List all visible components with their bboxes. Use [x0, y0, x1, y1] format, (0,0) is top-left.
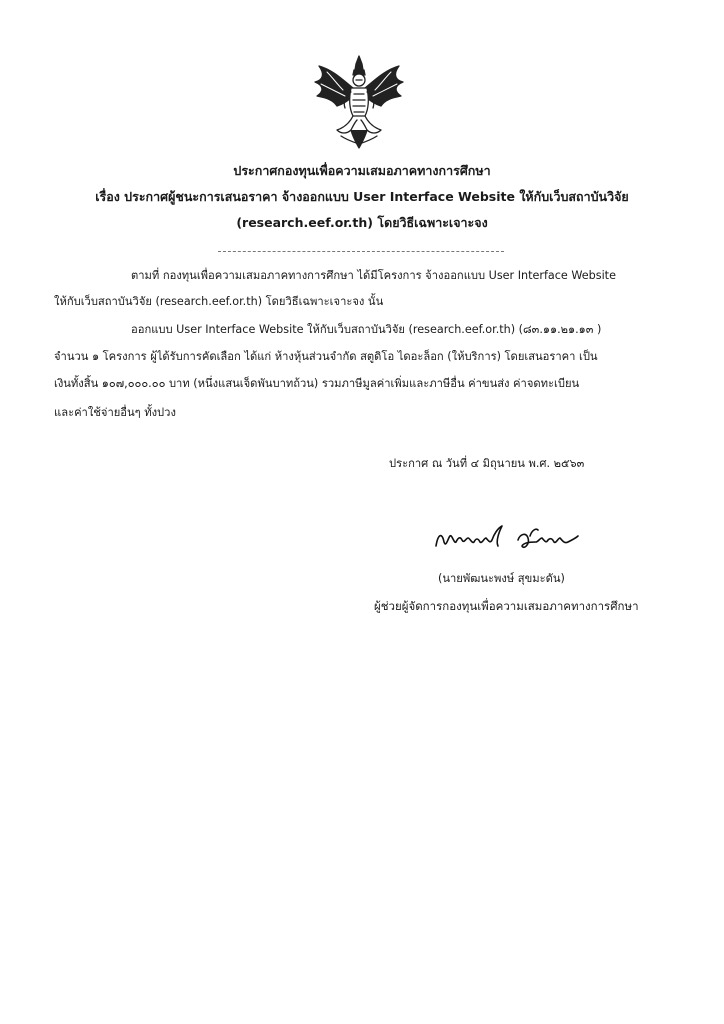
body-paragraph-line: เงินทั้งสิ้น ๑๐๗,๐๐๐.๐๐ บาท (หนึ่งแสนเจ็ดพันบาทถ้วน) รวมภาษีมูลค่าเพิ่มและภาษีอื่น ค่าขนส่ง ค่าจดทะเบียน: [54, 377, 580, 390]
body-paragraph-line: ออกแบบ User Interface Website ให้กับเว็บสถาบันวิจัย (research.eef.or.th) (๘๓.๑๑.๒๑.๑๓ ): [131, 323, 602, 336]
handwritten-signature: [432, 520, 582, 554]
body-paragraph-line: ให้กับเว็บสถาบันวิจัย (research.eef.or.th) โดยวิธีเฉพาะเจาะจง นั้น: [54, 295, 384, 308]
title-divider: [218, 251, 504, 252]
body-paragraph-line: และค่าใช้จ่ายอื่นๆ ทั้งปวง: [54, 406, 176, 419]
signatory-position: ผู้ช่วยผู้จัดการกองทุนเพื่อความเสมอภาคทางการศึกษา: [374, 599, 639, 613]
body-paragraph-line: ตามที่ กองทุนเพื่อความเสมอภาคทางการศึกษา ได้มีโครงการ จ้างออกแบบ User Interface Website: [131, 269, 616, 282]
garuda-emblem-icon: [307, 50, 411, 154]
announcement-subject-continued: (research.eef.or.th) โดยวิธีเฉพาะเจาะจง: [236, 215, 488, 230]
signatory-name: (นายพัฒนะพงษ์ สุขมะดัน): [438, 572, 565, 585]
announcement-subject: เรื่อง ประกาศผู้ชนะการเสนอราคา จ้างออกแบบ User Interface Website ให้กับเว็บสถาบันวิจัย: [95, 189, 629, 204]
announcement-title: ประกาศกองทุนเพื่อความเสมอภาคทางการศึกษา: [233, 163, 491, 178]
body-paragraph-line: จำนวน ๑ โครงการ ผู้ได้รับการคัดเลือก ได้แก่ ห้างหุ้นส่วนจำกัด สตูดิโอ ไดอะล็อก (ให้บริการ) โดยเสนอราคา เป็น: [54, 350, 598, 363]
announcement-date: ประกาศ ณ วันที่ ๔ มิถุนายน พ.ศ. ๒๕๖๓: [389, 457, 585, 470]
